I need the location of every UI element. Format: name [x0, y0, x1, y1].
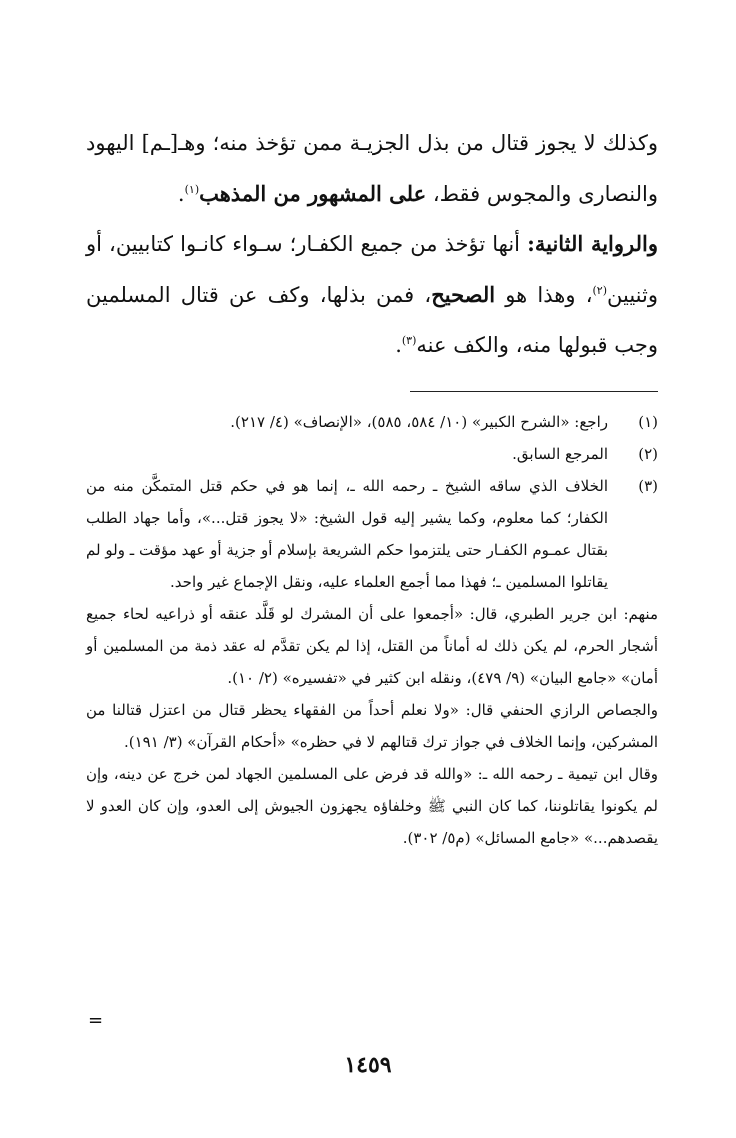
footnote-3-paragraph-ibn-taymiyya: وقال ابن تيمية ـ رحمه الله ـ: «والله قد فرض على المسلمين الجهاد لمن خرج عن دينه، وإن لم يكونوا يقاتلوننا، كما كان النبي ﷺ وخلفاؤه يجهزون الجيوش إلى العدو، وإن كان العدو لا يقصدهم...» «جامع المسائل» (م٥/ ٣٠٢).	[86, 764, 658, 847]
main-paragraph-1-end: .	[177, 181, 185, 206]
page-number: ١٤٥٩	[344, 1052, 392, 1078]
main-text	[86, 118, 658, 371]
main-paragraph-2-bold-sahih: الصحيح	[431, 281, 496, 307]
footnote-text: راجع: «الشرح الكبير» (١٠/ ٥٨٤، ٥٨٥)، «الإنصاف» (٤/ ٢١٧).	[230, 412, 608, 431]
main-paragraph-2-text-a: أنها تؤخذ من جميع الكفـار؛ سـواء كانـوا كتابيين، أو وثنيين	[86, 232, 658, 307]
footnote-number: (٢)	[638, 444, 658, 463]
footnotes	[86, 406, 658, 854]
page-content	[86, 118, 658, 854]
main-paragraph-2	[86, 219, 658, 371]
footnote-3-paragraph-tabari: منهم: ابن جرير الطبري، قال: «أجمعوا على أن المشرك لو قَلَّد عنقه أو ذراعيه لحاء جميع أشجار الحرم، لم يكن ذلك له أماناً من القتل، إذا لم يكن تقدَّم له عقد ذمة من المسلمين أو أمان» «جامع البيان» (٩/ ٤٧٩)، ونقله ابن كثير في «تفسيره» (٢/ ١٠).	[86, 604, 658, 687]
main-paragraph-1-text: وكذلك لا يجوز قتال من بذل الجزيـة ممن تؤخذ منه؛ وهـ[ـم] اليهود والنصارى والمجوس فقط،	[86, 131, 658, 206]
footnote-divider	[410, 391, 658, 392]
footnote-ref-2: (٢)	[592, 283, 607, 297]
main-paragraph-1	[86, 118, 658, 219]
footnote-2	[86, 438, 658, 470]
footnote-number: (٣)	[638, 476, 658, 495]
main-paragraph-1-bold: على المشهور من المذهب	[199, 180, 427, 206]
footnote-number: (١)	[638, 412, 658, 431]
footnote-1	[86, 406, 658, 438]
footnote-text: الخلاف الذي ساقه الشيخ ـ رحمه الله ـ، إنما هو في حكم قتل المتمكَّن منه من الكفار؛ كما معلوم، وكما يشير إليه قول الشيخ: «لا يجوز قتل...»، وأما جهاد الطلب بقتال عمـوم الكفـار حتى يلتزموا حكم الشريعة بإسلام أو جزية أو عهد مؤقت ـ ولو لم يقاتلوا المسلمين ـ؛ فهذا مما أجمع العلماء عليه، ونقل الإجماع غير واحد.	[86, 476, 608, 591]
main-paragraph-2-text-c: ، فمن بذلها، وكف عن قتال المسلمين وجب قبولها منه، والكف عنه	[86, 282, 658, 357]
footnote-3	[86, 470, 658, 598]
footnote-ref-1: (١)	[184, 182, 200, 196]
main-paragraph-2-bold-lead: والرواية الثانية:	[527, 231, 658, 256]
footnote-text: المرجع السابق.	[512, 444, 608, 463]
footnote-ref-3: (٣)	[401, 334, 417, 347]
footnote-3-paragraph-jassas: والجصاص الرازي الحنفي قال: «ولا نعلم أحداً من الفقهاء يحظر قتال من اعتزل قتالنا من المشركين، وإنما الخلاف في جواز ترك قتالهم لا في حظره» «أحكام القرآن» (٣/ ١٩١).	[86, 700, 658, 751]
footnote-continuation-mark: =	[88, 1010, 104, 1031]
main-paragraph-2-text-b: ، وهذا هو	[495, 282, 593, 307]
main-paragraph-2-end: .	[395, 333, 402, 357]
